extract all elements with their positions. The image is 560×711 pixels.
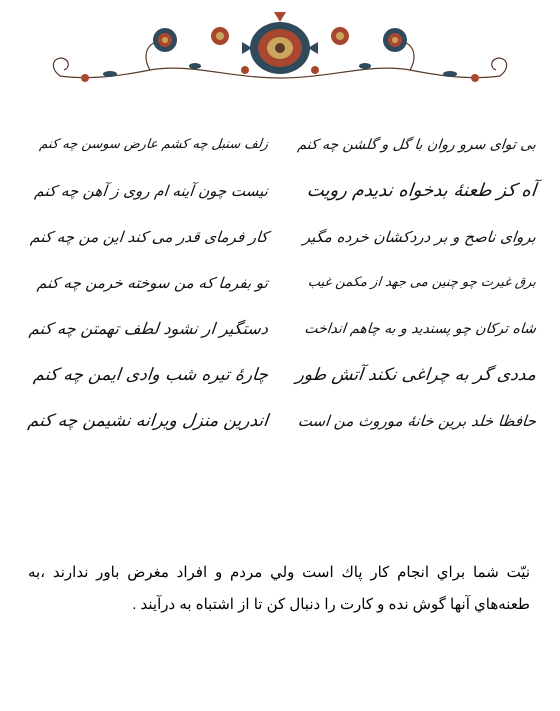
verse: تو بفرما که من سوخته خرمن چه کنم [36, 274, 269, 292]
verse: حافظا خلد برین خانهٔ موروث من است [297, 412, 537, 430]
verse: کار فرمای قدر می کند این من چه کنم [29, 228, 269, 246]
verse: شاه ترکان چو پسندید و به چاهم انداخت [303, 321, 537, 337]
verse: دستگیر ار نشود لطف تهمتن چه کنم [28, 319, 270, 338]
verse: بی توای سرو روان با گل و گلشن چه کنم [296, 137, 537, 153]
verse: زلف سنبل چه کشم عارض سوسن چه کنم [38, 137, 269, 152]
poem-left-column [28, 122, 268, 444]
verse: مددی گر به چراغی نکند آتش طور [294, 365, 538, 385]
verse: نیست چون آینه ام روی ز آهن چه کنم [33, 182, 269, 200]
commentary-text: نیّت شما براي انجام كار پاك است ولي مردم و افراد مغرض باور ندارند ،به طعنه‌هاي آنها گوش نده و كارت را دنبال كن تا از اشتباه به درآيند . [28, 564, 530, 613]
verse: اندرین منزل ویرانه نشیمن چه کنم [26, 411, 270, 431]
verse: چارهٔ تیره شب وادی ایمن چه کنم [32, 365, 270, 385]
verse: بروای ناصح و بر دردکشان خرده مگیر [302, 228, 537, 246]
verse: آه کز طعنهٔ بدخواه ندیدم رویت [305, 180, 538, 201]
verse: برق غیرت چو چنین می جهد از مکمن غیب [307, 275, 537, 290]
poem [18, 122, 542, 452]
floral-ornament-icon [30, 8, 530, 90]
poem-right-column [296, 122, 536, 444]
